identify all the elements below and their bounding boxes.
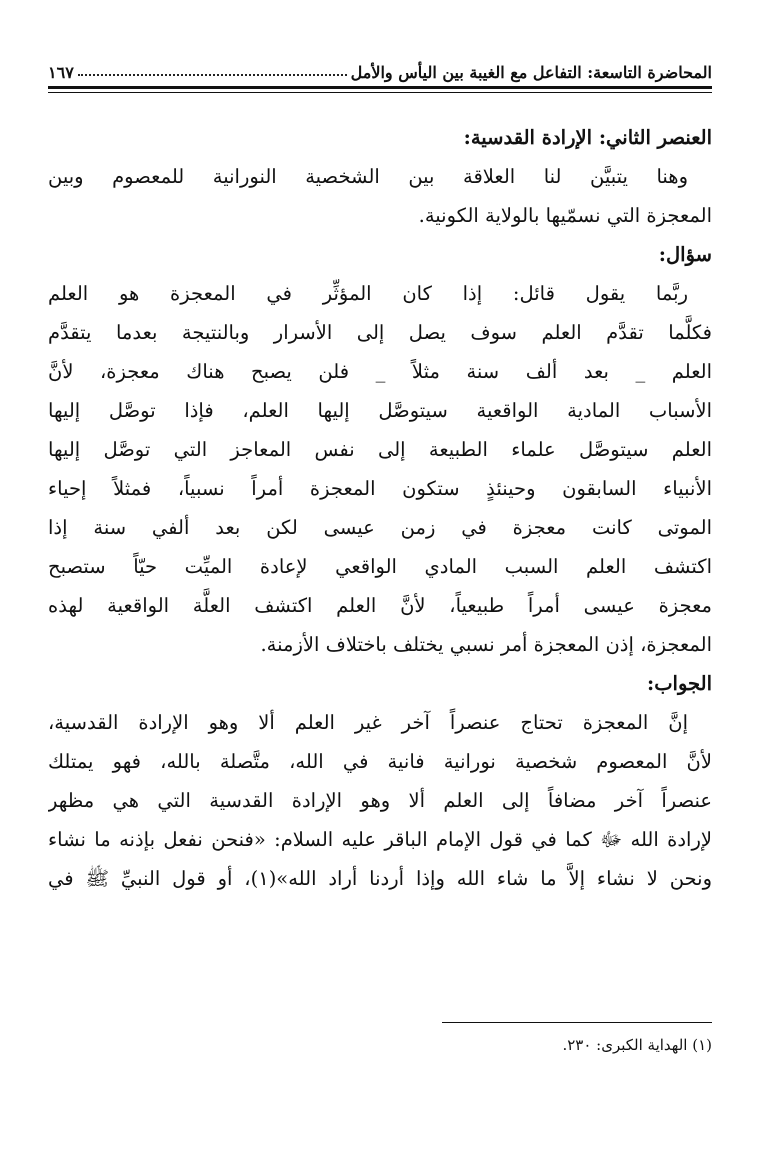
text-line: إنَّ المعجزة تحتاج عنصراً آخر غير العلم ألا وهو الإرادة القدسية، bbox=[48, 711, 688, 734]
answer-heading: الجواب: bbox=[647, 672, 712, 695]
text-line: الأنبياء السابقون وحينئذٍ ستكون المعجزة أمراً نسبياً، فمثلاً إحياء bbox=[48, 477, 712, 500]
text-line: ربَّما يقول قائل: إذا كان المؤثِّر في المعجزة هو العلم bbox=[48, 282, 688, 305]
header-rule-thin bbox=[48, 92, 712, 93]
text-line: معجزة عيسى أمراً طبيعياً، لأنَّ العلم اكتشف العلَّة الواقعية لهذه bbox=[48, 594, 712, 617]
body-text bbox=[48, 118, 712, 898]
text-line: لإرادة الله ﷻ كما في قول الإمام الباقر عليه السلام: «فنحن نفعل بإذنه ما نشاء bbox=[48, 828, 712, 851]
text-line: عنصراً آخر مضافاً إلى العلم ألا وهو الإرادة القدسية التي هي مظهر bbox=[48, 789, 712, 812]
header-rule-thick bbox=[48, 86, 712, 89]
book-page bbox=[48, 0, 712, 1159]
text-line: المعجزة، إذن المعجزة أمر نسبي يختلف باختلاف الأزمنة. bbox=[260, 633, 712, 656]
text-line: العلم سيتوصَّل علماء الطبيعة إلى نفس المعاجز التي توصَّل إليها bbox=[48, 438, 712, 461]
section-heading: العنصر الثاني: الإرادة القدسية: bbox=[463, 126, 712, 149]
text-line: ونحن لا نشاء إلاَّ ما شاء الله وإذا أردنا أراد الله»(١)، أو قول النبيِّ ﷺ في bbox=[48, 867, 712, 890]
question-heading: سؤال: bbox=[658, 243, 712, 266]
text-line: الموتى كانت معجزة في زمن عيسى لكن بعد ألفي سنة إذا bbox=[48, 516, 712, 539]
text-line: المعجزة التي نسمّيها بالولاية الكونية. bbox=[418, 204, 712, 227]
footnote: (١) الهداية الكبرى: ٢٣٠. bbox=[562, 1036, 712, 1054]
text-line: الأسباب المادية الواقعية سيتوصَّل إليها العلم، فإذا توصَّل إليها bbox=[48, 399, 712, 422]
running-header bbox=[48, 56, 712, 82]
text-line: وهنا يتبيَّن لنا العلاقة بين الشخصية النورانية للمعصوم وبين bbox=[48, 165, 688, 188]
text-line: العلم _ بعد ألف سنة مثلاً _ فلن يصبح هناك معجزة، لأنَّ bbox=[48, 360, 712, 383]
text-line: اكتشف العلم السبب المادي الواقعي لإعادة الميِّت حيّاً ستصبح bbox=[48, 555, 712, 578]
text-line: فكلَّما تقدَّم العلم سوف يصل إلى الأسرار وبالنتيجة بعدما يتقدَّم bbox=[48, 321, 712, 344]
text-line: لأنَّ المعصوم شخصية نورانية فانية في الله، متَّصلة بالله، فهو يمتلك bbox=[48, 750, 712, 773]
chapter-title: المحاضرة التاسعة: التفاعل مع الغيبة بين اليأس والأمل bbox=[350, 63, 712, 82]
page-number: ١٦٧ bbox=[48, 63, 74, 82]
footnote-separator bbox=[442, 1022, 712, 1023]
leader-dots bbox=[78, 74, 347, 76]
